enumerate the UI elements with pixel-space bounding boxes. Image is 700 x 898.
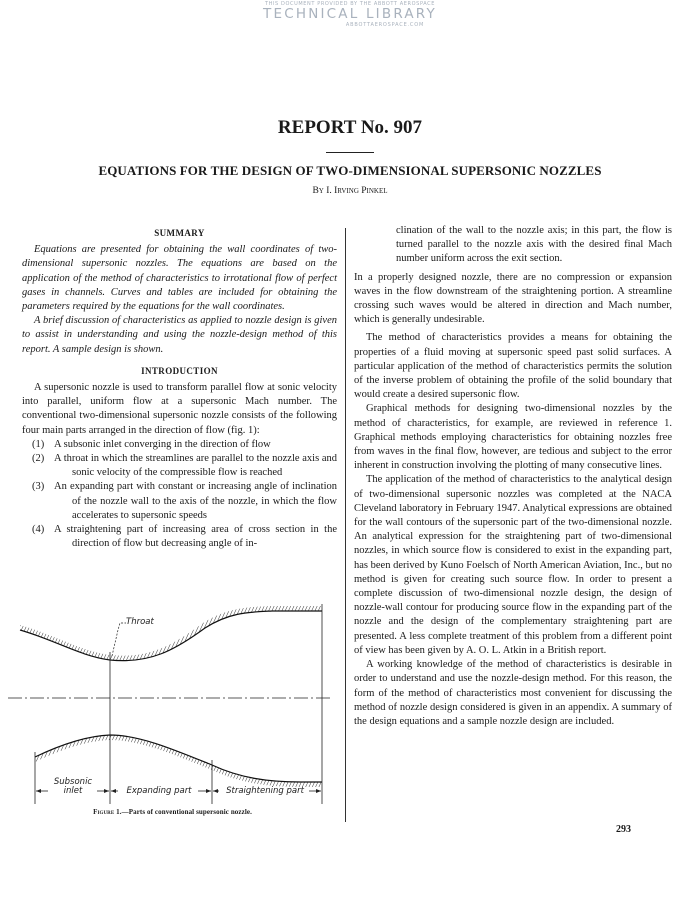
- figure-caption: [0, 808, 345, 816]
- watermark: [0, 2, 700, 28]
- subsonic-inlet-label: [48, 778, 98, 796]
- right-column: [354, 224, 672, 729]
- list-item: [22, 480, 337, 523]
- list-item-text: A subsonic inlet converging in the direction of flow: [54, 438, 271, 450]
- introduction-paragraph: Graphical methods for designing two-dimensional nozzles by the method of characteristics, for example, are reviewed in reference 1. Graphical methods employing characteristics for obtaining nozzles free from waves in the final flow, however, are tedious and subject to the error inherent in construction involving the plotting of many consecutive lines.: [354, 403, 672, 472]
- list-item-number: (3): [32, 481, 45, 493]
- list-item: [22, 452, 337, 480]
- author-byline: By I. Irving Pinkel: [312, 186, 388, 196]
- list-item-text: A straightening part of increasing area of cross section in the direction of flow but decreasing angle of in-: [54, 524, 337, 550]
- watermark-provider-line: THIS DOCUMENT PROVIDED BY THE ABBOTT AEROSPACE: [264, 1, 436, 7]
- summary-heading: SUMMARY: [154, 228, 205, 238]
- introduction-heading: INTRODUCTION: [141, 365, 218, 376]
- introduction-paragraph: In a properly designed nozzle, there are no compression or expansion waves in the flow downstream of the straightening portion. A streamline crossing such waves would be altered in direction and Mach number, which is generally undesirable.: [354, 271, 672, 326]
- page-number: 293: [616, 824, 631, 835]
- left-column: [22, 226, 337, 551]
- introduction-paragraph: A working knowledge of the method of characteristics is desirable in order to understand and use the nozzle-design method. For this reason, the form of the method of characteristics most convenient for discussing the method of nozzle design considered is given in an appendix. A summary of the design equations and a sample nozzle design are included.: [354, 659, 672, 727]
- column-divider: [345, 228, 346, 822]
- list-item-number: (2): [32, 453, 45, 465]
- paper-title: EQUATIONS FOR THE DESIGN OF TWO-DIMENSIONAL SUPERSONIC NOZZLES: [98, 163, 602, 178]
- list-item: [22, 523, 337, 551]
- top-wall-curve: [20, 611, 322, 661]
- list-item-number: (1): [32, 438, 45, 450]
- list-item-text: An expanding part with constant or increasing angle of inclination of the nozzle wall to the axis of the nozzle, in which the flow accelerates to supersonic speeds: [54, 481, 337, 521]
- nozzle-diagram-svg: [0, 590, 345, 805]
- throat-leader-line: [112, 623, 126, 656]
- straightening-part-label: Straightening part: [226, 786, 304, 796]
- expanding-part-label: Expanding part: [126, 786, 192, 796]
- introduction-lead-paragraph: A supersonic nozzle is used to transform parallel flow at sonic velocity into parallel, uniform flow at a supersonic Mach number. The conventional two-dimensional supersonic nozzle consists of the following four main parts arranged in the direction of flow (fig. 1):: [22, 382, 337, 436]
- summary-section: [22, 226, 337, 357]
- list-item-number: (4): [32, 524, 45, 536]
- subsonic-inlet-label-line1: Subsonic: [53, 777, 93, 787]
- watermark-library-name: TECHNICAL LIBRARY: [263, 6, 437, 22]
- summary-paragraph: Equations are presented for obtaining the wall coordinates of two-dimensional supersonic nozzles. The equations are based on the application of the method of characteristics to irrotational flow of perfect gases in channels. Curves and tables are included for obtaining the parameters required by the equations for the wall coordinates.: [22, 244, 337, 313]
- watermark-url: ABBOTTAEROSPACE.COM: [345, 21, 425, 28]
- title-rule-divider: [326, 152, 374, 153]
- subsonic-inlet-label-line2: inlet: [63, 786, 83, 796]
- list-item-text: A throat in which the streamlines are parallel to the nozzle axis and sonic velocity of the compressible flow is reached: [54, 453, 337, 479]
- introduction-paragraph: The method of characteristics provides a means for obtaining the properties of a fluid moving at supersonic speed past solid surfaces. A particular application of the method of characteristics permits the solution of the inverse problem of obtaining the profile of the solid boundary that would create a desired supersonic flow.: [354, 332, 672, 401]
- throat-label: Throat: [126, 617, 154, 627]
- report-number: REPORT No. 907: [277, 117, 423, 138]
- figure-caption-number: Figure 1.: [93, 808, 122, 816]
- list-item: [22, 438, 337, 452]
- figure-1-nozzle-diagram: [0, 590, 345, 830]
- summary-paragraph: A brief discussion of characteristics as applied to nozzle design is given to assist in understanding and using the nozzle-design method of this report. A sample design is shown.: [22, 315, 337, 355]
- top-wall-hatching: [20, 606, 322, 661]
- figure-caption-text: —Parts of conventional supersonic nozzle.: [121, 808, 252, 816]
- introduction-paragraph: The application of the method of characteristics to the analytical design of two-dimensional supersonic nozzles was completed at the NACA Cleveland laboratory in February 1947. Analytical expressions are obtained for the wall contours of the supersonic part of the two-dimensional nozzle. An analytical expression for the straightening part of two-dimensional nozzles, in which source flow is considered to exist in the expanding part, has been derived by Kuno Foelsch of North American Aviation, Inc., but no method is given for creating such source flow. In order to present a complete discussion of two-dimensional nozzle design, the design of nozzle-wall contour for producing source flow in the expanding part of the nozzle and the design of the complementary straightening part are presented. A less complete treatment of this problem from a different point of view has been given by A. O. L. Atkin in a British report.: [354, 474, 672, 656]
- list-item-4-continuation: clination of the wall to the nozzle axis; in this part, the flow is turned parallel to the nozzle axis with the desired final Mach number uniform across the exit section.: [396, 225, 672, 265]
